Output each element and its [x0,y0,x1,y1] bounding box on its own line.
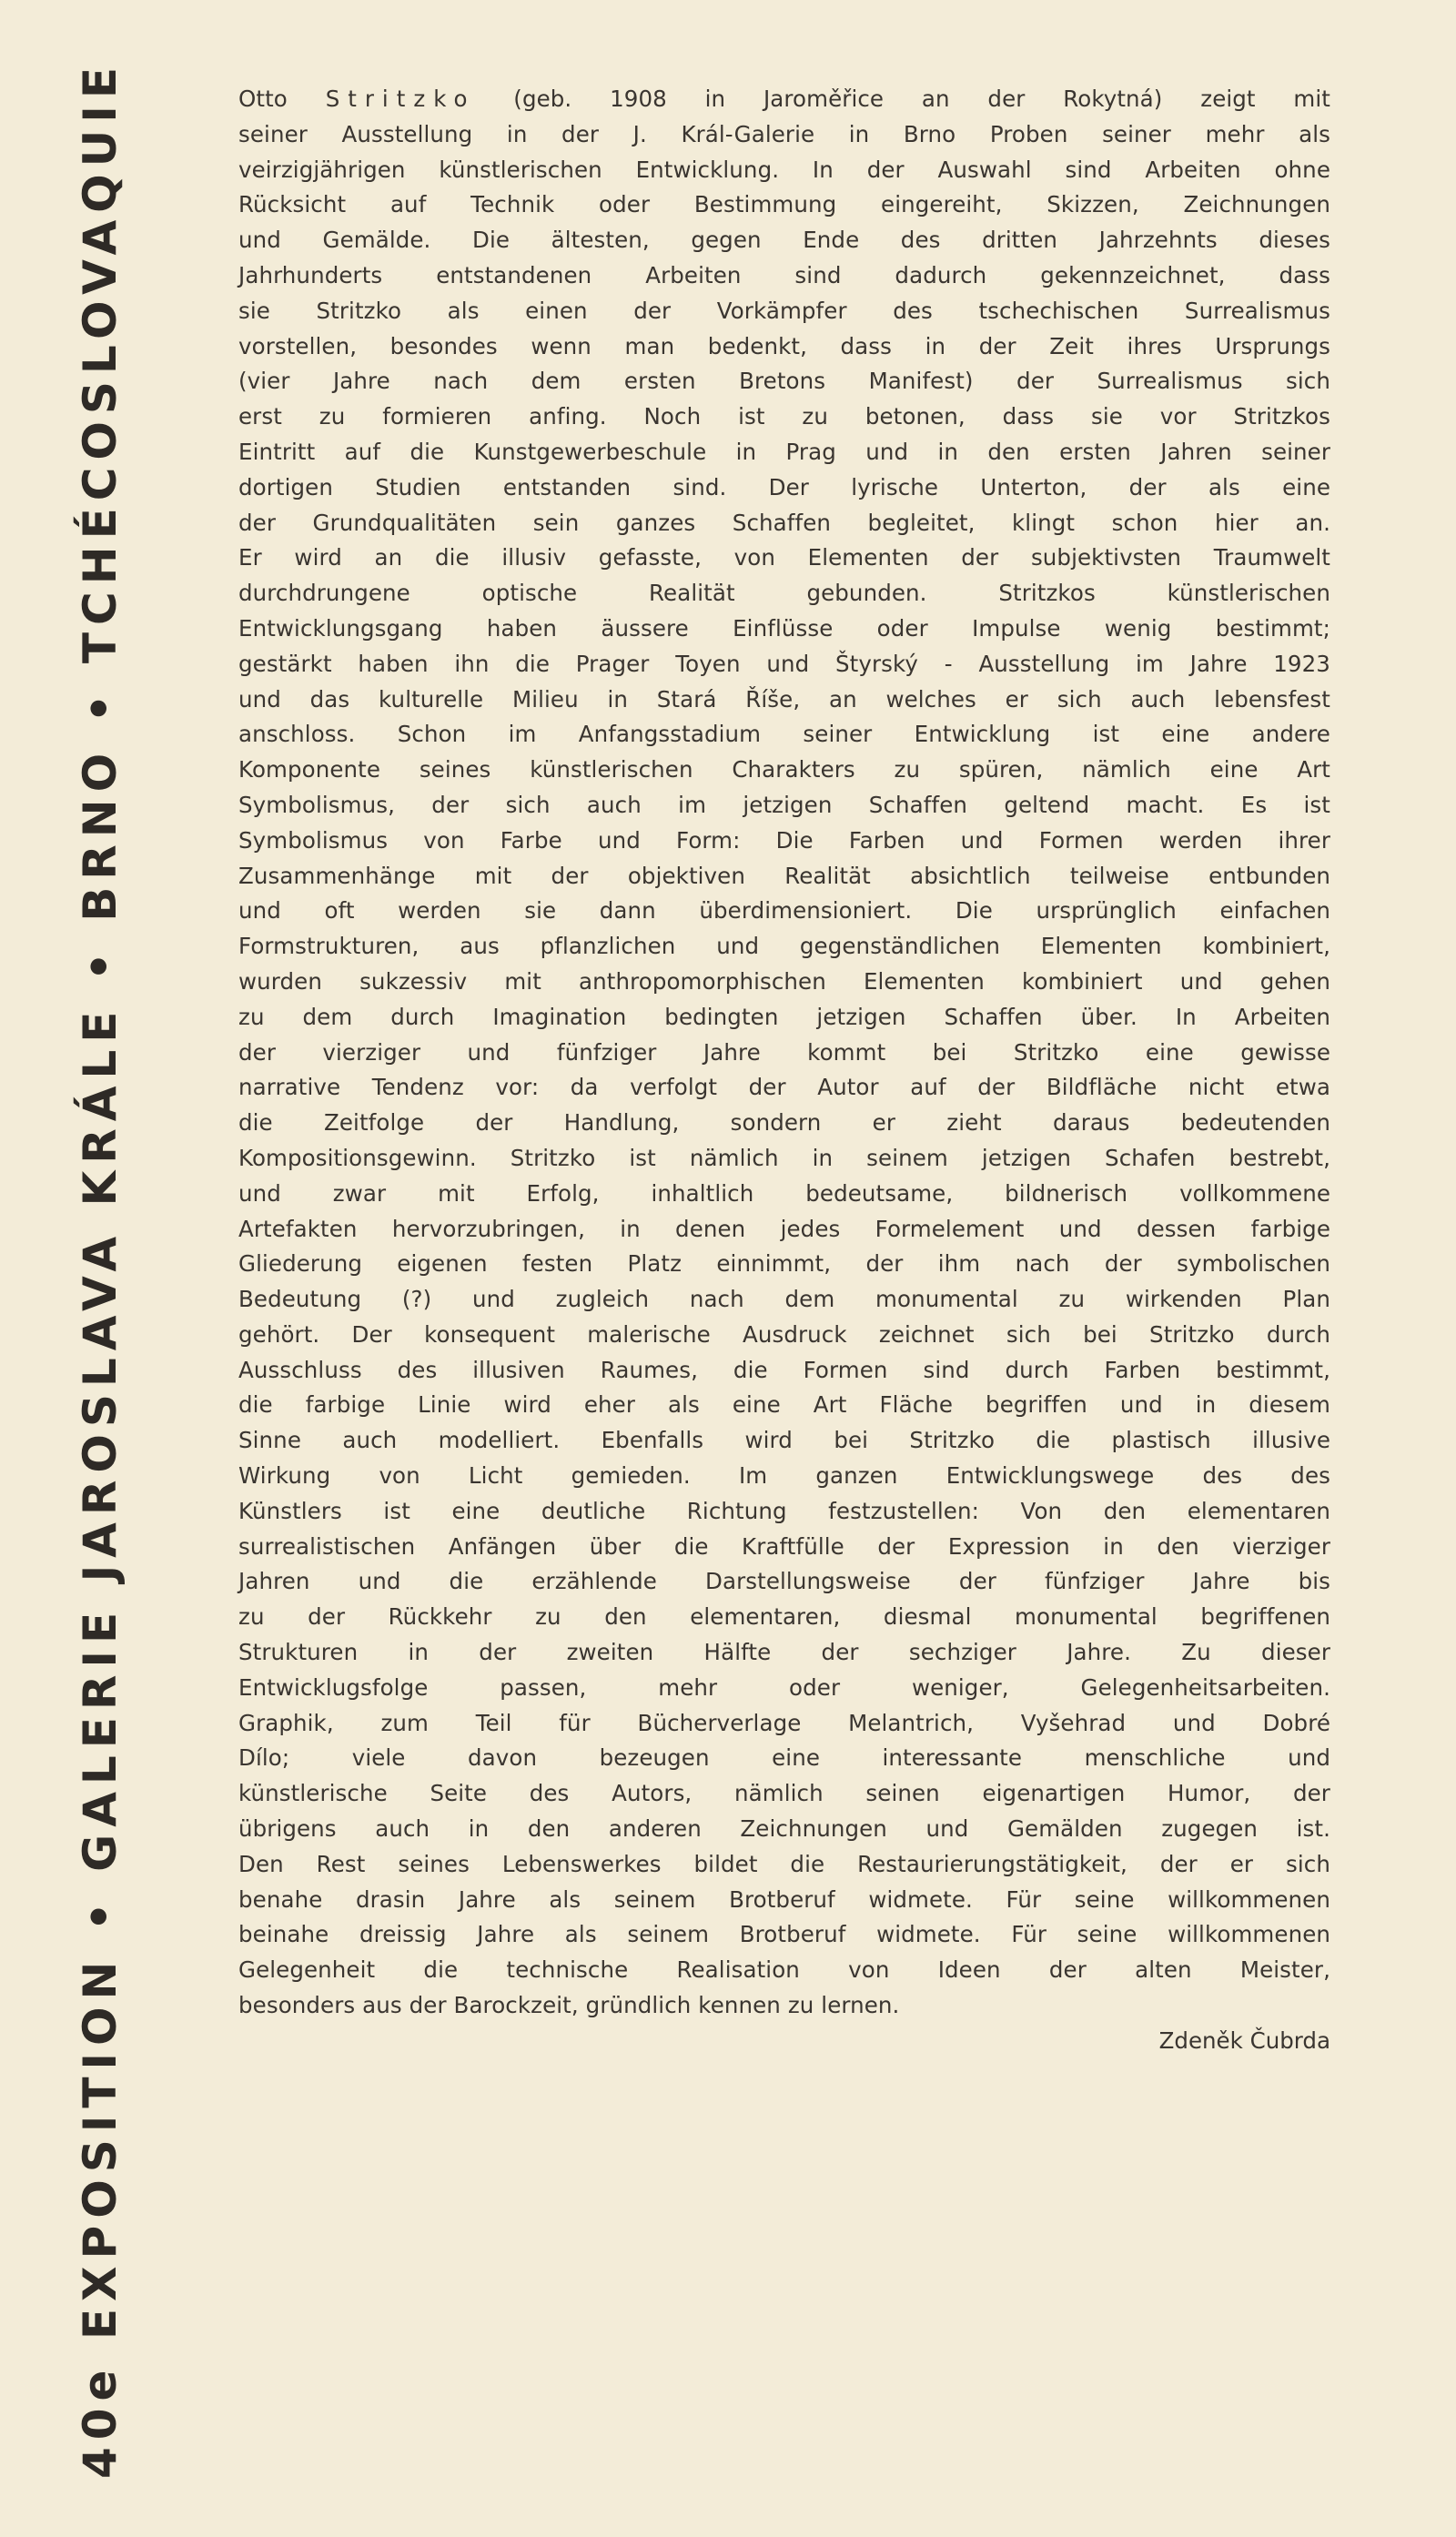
article-line: Graphik, zum Teil für Bücherverlage Melantrich, Vyšehrad und Dobré [238,1709,1330,1736]
article-line: Wirkung von Licht gemieden. Im ganzen Entwicklungswege des des [238,1462,1330,1490]
article-line: Eintritt auf die Kunstgewerbeschule in Prag und in den ersten Jahren seiner [238,438,1330,465]
article-line: seiner Ausstellung in der J. Král-Galerie in Brno Proben seiner mehr als [238,120,1330,147]
article-line: Artefakten hervorzubringen, in denen jedes Formelement und dessen farbige [238,1215,1330,1242]
article-line: Den Rest seines Lebenswerkes bildet die Restaurierungstätigkeit, der er sich [238,1850,1330,1877]
article-line: narrative Tendenz vor: da verfolgt der Autor auf der Bildfläche nicht etwa [238,1074,1330,1101]
article-line: zu dem durch Imagination bedingten jetzigen Schaffen über. In Arbeiten [238,1003,1330,1030]
article-line: erst zu formieren anfing. Noch ist zu betonen, dass sie vor Stritzkos [238,403,1330,430]
article-line: (vier Jahre nach dem ersten Bretons Manifest) der Surrealismus sich [238,368,1330,395]
side-title-band [46,55,155,2484]
article-line: zu der Rückkehr zu den elementaren, diesmal monumental begriffenen [238,1603,1330,1631]
author-name-spaced: Stritzko [325,86,476,112]
article-line: Künstlers ist eine deutliche Richtung festzustellen: Von den elementaren [238,1497,1330,1524]
article-line: Kompositionsgewinn. Stritzko ist nämlich in seinem jetzigen Schafen bestrebt, [238,1144,1330,1171]
article-line: Komponente seines künstlerischen Charakters zu spüren, nämlich eine Art [238,756,1330,783]
article-line: Rücksicht auf Technik oder Bestimmung eingereiht, Skizzen, Zeichnungen [238,191,1330,218]
first-line-rest: (geb. 1908 in Jaroměřice an der Rokytná) zeigt mit [513,86,1331,112]
article-line: anschloss. Schon im Anfangsstadium seiner Entwicklung ist eine andere [238,721,1330,748]
exhibition-side-title: 40e EXPOSITION • GALERIE JAROSLAVA KRÁLE • BRNO • TCHÉCOSLOVAQUIE [74,59,126,2480]
article-line: durchdrungene optische Realität gebunden. Stritzkos künstlerischen [238,580,1330,607]
article-line: dortigen Studien entstanden sind. Der lyrische Unterton, der als eine [238,473,1330,500]
article-line: Dílo; viele davon bezeugen eine interessante menschliche und [238,1744,1330,1772]
article-line: Jahrhunderts entstandenen Arbeiten sind dadurch gekennzeichnet, dass [238,261,1330,288]
article-line: Gliederung eigenen festen Platz einnimmt, der ihm nach der symbolischen [238,1250,1330,1278]
article-line: veirzigjährigen künstlerischen Entwicklung. In der Auswahl sind Arbeiten ohne [238,156,1330,183]
first-line-prefix: Otto [238,86,288,112]
article-line: Symbolismus, der sich auch im jetzigen Schaffen geltend macht. Es ist [238,791,1330,818]
article-lines [238,117,1330,2024]
article-first-line [238,82,1330,117]
article-line: sie Stritzko als einen der Vorkämpfer des tschechischen Surrealismus [238,297,1330,324]
article-line: der vierziger und fünfziger Jahre kommt bei Stritzko eine gewisse [238,1038,1330,1066]
article-line: benahe drasin Jahre als seinem Brotberuf widmete. Für seine willkommenen [238,1885,1330,1913]
article-line: und oft werden sie dann überdimensioniert. Die ursprünglich einfachen [238,897,1330,925]
article-line: übrigens auch in den anderen Zeichnungen und Gemälden zugegen ist. [238,1815,1330,1843]
article-line: vorstellen, besondes wenn man bedenkt, dass in der Zeit ihres Ursprungs [238,332,1330,359]
article-line: beinahe dreissig Jahre als seinem Brotberuf widmete. Für seine willkommenen [238,1921,1330,1948]
article-line: besonders aus der Barockzeit, gründlich kennen zu lernen. [238,1992,900,2019]
article-signature: Zdeněk Čubrda [1158,2027,1330,2054]
article-line: wurden sukzessiv mit anthropomorphischen Elementen kombiniert und gehen [238,967,1330,995]
article-line: Entwicklungsgang haben äussere Einflüsse oder Impulse wenig bestimmt; [238,614,1330,642]
article-line: die farbige Linie wird eher als eine Art Fläche begriffen und in diesem [238,1391,1330,1419]
article-line: der Grundqualitäten sein ganzes Schaffen begleitet, klingt schon hier an. [238,509,1330,536]
article-line: Entwicklugsfolge passen, mehr oder weniger, Gelegenheitsarbeiten. [238,1673,1330,1701]
article-line: Symbolismus von Farbe und Form: Die Farben und Formen werden ihrer [238,826,1330,854]
article-line: Er wird an die illusiv gefasste, von Elementen der subjektivsten Traumwelt [238,544,1330,571]
article-line: Ausschluss des illusiven Raumes, die Formen sind durch Farben bestimmt, [238,1356,1330,1383]
article-line: Strukturen in der zweiten Hälfte der sechziger Jahre. Zu dieser [238,1639,1330,1666]
article-text [238,82,1330,2059]
article-line: Bedeutung (?) und zugleich nach dem monumental zu wirkenden Plan [238,1286,1330,1313]
article-line: gestärkt haben ihn die Prager Toyen und Štyrský - Ausstellung im Jahre 1923 [238,650,1330,677]
article-line: Zusammenhänge mit der objektiven Realität absichtlich teilweise entbunden [238,862,1330,889]
article-line: Jahren und die erzählende Darstellungsweise der fünfziger Jahre bis [238,1568,1330,1595]
article-line: und zwar mit Erfolg, inhaltlich bedeutsame, bildnerisch vollkommene [238,1179,1330,1207]
article-line: und das kulturelle Milieu in Stará Říše, an welches er sich auch lebensfest [238,685,1330,713]
article-line: Formstrukturen, aus pflanzlichen und gegenständlichen Elementen kombiniert, [238,933,1330,960]
article-line: die Zeitfolge der Handlung, sondern er zieht daraus bedeutenden [238,1109,1330,1137]
article-line: künstlerische Seite des Autors, nämlich seinen eigenartigen Humor, der [238,1780,1330,1807]
article-line: Sinne auch modelliert. Ebenfalls wird bei Stritzko die plastisch illusive [238,1427,1330,1454]
article-line: surrealistischen Anfängen über die Kraftfülle der Expression in den vierziger [238,1532,1330,1560]
article-line: Gelegenheit die technische Realisation von Ideen der alten Meister, [238,1956,1330,1984]
article-line: und Gemälde. Die ältesten, gegen Ende des dritten Jahrzehnts dieses [238,227,1330,254]
article-line: gehört. Der konsequent malerische Ausdruck zeichnet sich bei Stritzko durch [238,1320,1330,1348]
